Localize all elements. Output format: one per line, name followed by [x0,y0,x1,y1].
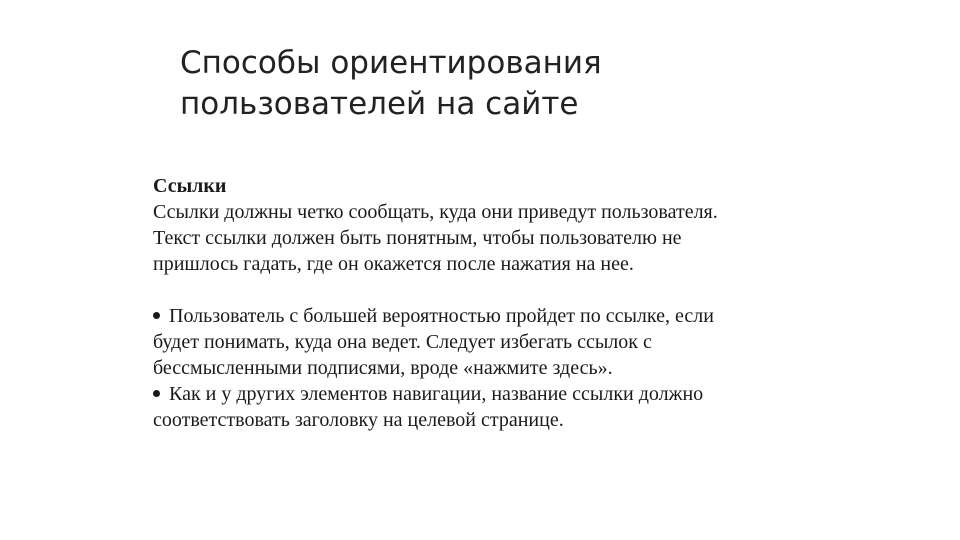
paragraph-line: пришлось гадать, где он окажется после нажатия на нее. [153,253,634,275]
bullet-text: будет понимать, куда она ведет. Следует избегать ссылок с [153,331,652,353]
bullet-text: бессмысленными подписями, вроде «нажмите здесь». [153,357,613,379]
paragraph-line: Ссылки должны четко сообщать, куда они приведут пользователя. [153,201,718,223]
title-line: пользователей на сайте [180,86,579,122]
slide-body [153,173,853,433]
bullet-text: Пользователь с большей вероятностью пройдет по ссылке, если [169,305,714,327]
bullet-text: Как и у других элементов навигации, название ссылки должно [169,383,704,405]
bullet-dot-icon [153,390,160,397]
section-heading: Ссылки [153,175,227,197]
spacer [153,277,853,303]
bullet-text: соответствовать заголовку на целевой странице. [153,409,564,431]
title-line: Способы ориентирования [180,45,602,81]
bullet-dot-icon [153,312,160,319]
slide-title [180,43,880,125]
bullet-item [153,303,853,381]
paragraph-line: Текст ссылки должен быть понятным, чтобы пользователю не [153,227,682,249]
bullet-item [153,381,853,433]
